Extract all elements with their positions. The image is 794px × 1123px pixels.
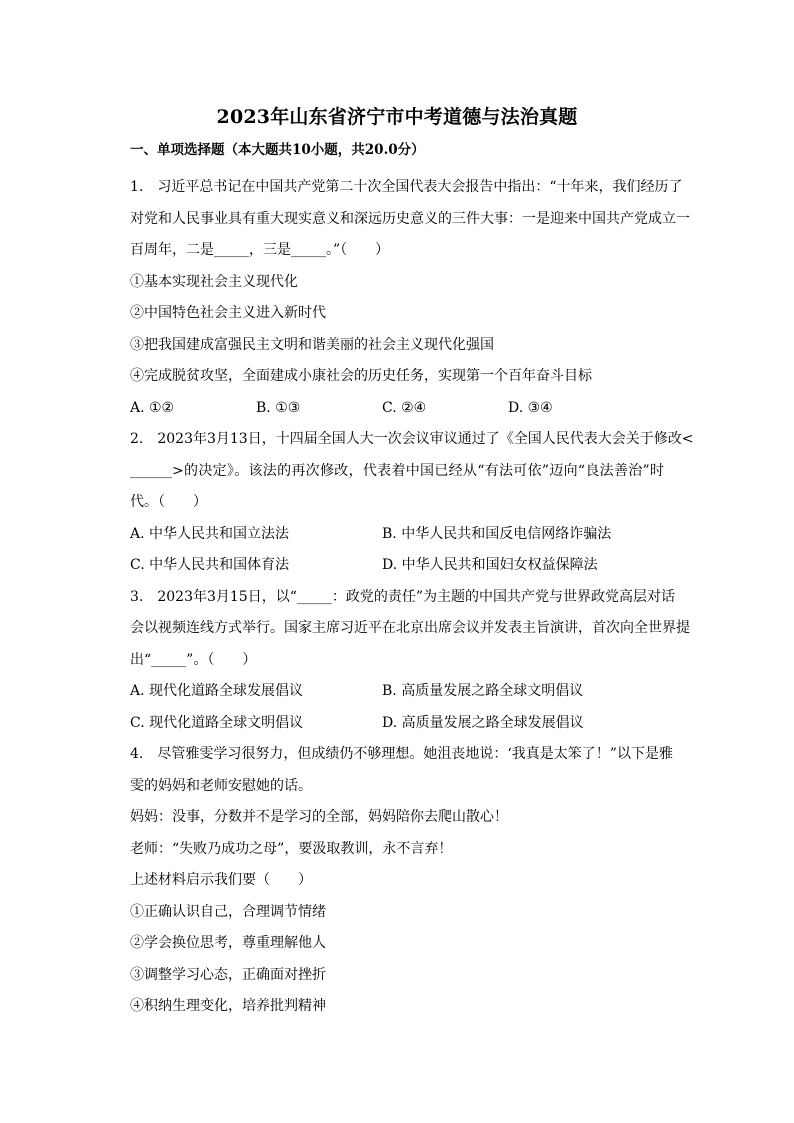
- option-d[interactable]: D. ③④: [508, 399, 553, 416]
- option-b[interactable]: B. 中华人民共和国反电信网络诈骗法: [382, 525, 612, 542]
- option-b[interactable]: B. 高质量发展之路全球文明倡议: [382, 683, 584, 699]
- question-2-stem-line: ______>的决定》。该法的再次修改，代表着中国已经从“有法可依”迈向“良法善治”时: [130, 462, 664, 479]
- question-3-options: [130, 676, 664, 708]
- option-c[interactable]: C. ②④: [382, 399, 427, 416]
- question-2-options: [130, 550, 664, 582]
- option-d[interactable]: D. 中华人民共和国妇女权益保障法: [382, 557, 598, 573]
- question-1-stem-line: 对党和人民事业具有重大现实意义和深远历史意义的三件大事：一是迎来中国共产党成立一: [130, 210, 690, 227]
- question-4-dialogue-mother: 妈妈：没事，分数并不是学习的全部，妈妈陪你去爬山散心！: [130, 809, 508, 825]
- question-4-item: ③调整学习心态，正确面对挫折: [130, 966, 326, 983]
- question-1-item: ①基本实现社会主义现代化: [130, 273, 298, 290]
- question-1-stem-line: 1. 习近平总书记在中国共产党第二十次全国代表大会报告中指出：“十年来，我们经历了: [130, 179, 683, 195]
- question-3-stem-line: 出“_____”。（ ）: [130, 651, 257, 668]
- page-title: 2023年山东省济宁市中考道德与法治真题: [216, 106, 578, 128]
- option-c[interactable]: C. 中华人民共和国体育法: [130, 557, 290, 573]
- question-4-dialogue-teacher: 老师：“失败乃成功之母”，要汲取教训，永不言弃！: [130, 840, 453, 857]
- question-4-item: ①正确认识自己，合理调节情绪: [130, 903, 326, 920]
- question-2-stem-line: 代。（ ）: [130, 494, 207, 510]
- section-heading: 一、单项选择题（本大题共10小题，共20.0分）: [130, 142, 425, 158]
- question-3-options: [130, 708, 664, 740]
- question-1-item: ③把我国建成富强民主文明和谐美丽的社会主义现代化强国: [130, 336, 494, 353]
- question-2-stem-line: 2. 2023年3月13日，十四届全国人大一次会议审议通过了《全国人民代表大会关于修改<: [130, 431, 694, 447]
- question-1-options: [130, 393, 664, 425]
- option-b[interactable]: B. ①③: [256, 399, 301, 416]
- question-2-options: [130, 519, 664, 551]
- question-4: [130, 739, 673, 1023]
- option-d[interactable]: D. 高质量发展之路全球发展倡议: [382, 714, 584, 731]
- question-4-stem-line: 4. 尽管雅雯学习很努力，但成绩仍不够理想。她沮丧地说：‘我真是太笨了！”以下是雅: [130, 746, 673, 762]
- option-a[interactable]: A. ①②: [130, 399, 175, 416]
- question-4-prompt: 上述材料启示我们要（ ）: [130, 872, 312, 888]
- question-4-item: ②学会换位思考，尊重理解他人: [130, 935, 326, 951]
- question-1-item: ②中国特色社会主义进入新时代: [130, 305, 326, 321]
- question-4-stem-line: 雯的妈妈和老师安慰她的话。: [130, 777, 312, 794]
- option-a[interactable]: A. 中华人民共和国立法法: [130, 525, 290, 542]
- question-1: [130, 172, 690, 424]
- question-2: [130, 424, 694, 582]
- option-a[interactable]: A. 现代化道路全球发展倡议: [130, 683, 304, 699]
- question-1-stem-line: 百周年，二是_____，三是_____。”（ ）: [130, 242, 390, 258]
- option-c[interactable]: C. 现代化道路全球文明倡议: [130, 714, 304, 731]
- question-4-item: ④积纳生理变化，培养批判精神: [130, 998, 326, 1014]
- question-3: [130, 582, 690, 740]
- question-1-item: ④完成脱贫攻坚，全面建成小康社会的历史任务，实现第一个百年奋斗目标: [130, 368, 592, 384]
- question-3-stem-line: 会以视频连线方式举行。国家主席习近平在北京出席会议并发表主旨演讲，首次向全世界提: [130, 620, 690, 636]
- question-3-stem-line: 3. 2023年3月15日，以“_____：政党的责任”为主题的中国共产党与世界政党高层对话: [130, 588, 676, 605]
